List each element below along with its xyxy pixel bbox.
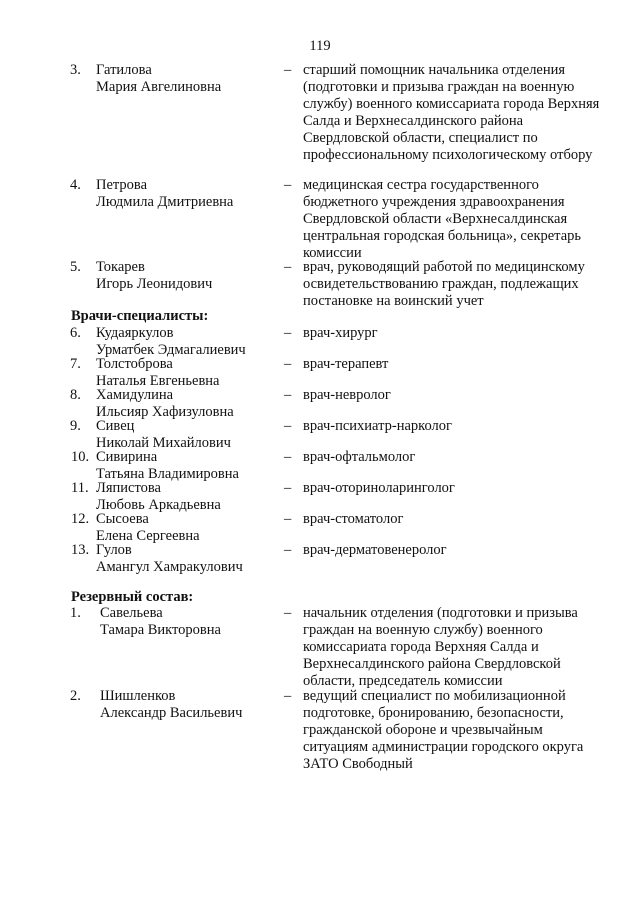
position-description: врач-офтальмолог xyxy=(303,449,416,465)
surname: Гулов xyxy=(96,542,132,558)
person-name xyxy=(96,449,239,483)
given-names: Тамара Викторовна xyxy=(100,622,221,638)
given-names: Николай Михайлович xyxy=(96,435,231,451)
person-name xyxy=(96,325,246,359)
item-number: 13. xyxy=(71,542,90,558)
surname: Шишленков xyxy=(100,688,176,704)
person-name xyxy=(96,542,243,576)
dash: – xyxy=(284,356,292,372)
item-number: 10. xyxy=(71,449,90,465)
section-heading-doctors: Врачи-специалисты: xyxy=(71,308,209,324)
surname: Петрова xyxy=(96,177,148,193)
surname: Сысоева xyxy=(96,511,149,527)
item-number: 9. xyxy=(70,418,81,434)
position-description: ведущий специалист по мобилизационной подготовке, бронированию, безопасности, гражданской обороне и чрезвычайным ситуациям администрации городского округа ЗАТО Свободный xyxy=(303,688,584,772)
given-names: Ильсияр Хафизуловна xyxy=(96,404,234,420)
person-name xyxy=(96,259,212,293)
person-name xyxy=(96,177,233,211)
dash: – xyxy=(284,511,292,527)
surname: Хамидулина xyxy=(96,387,174,403)
given-names: Елена Сергеевна xyxy=(96,528,200,544)
surname: Гатилова xyxy=(96,62,152,78)
position-description: врач-дерматовенеролог xyxy=(303,542,447,558)
section-heading-reserve: Резервный состав: xyxy=(71,589,194,605)
given-names: Александр Васильевич xyxy=(100,705,243,721)
position-description: врач-терапевт xyxy=(303,356,389,372)
dash: – xyxy=(284,480,292,496)
position-description: медицинская сестра государственного бюджетного учреждения здравоохранения Свердловской области «Верхнесалдинская центральная городская больница», секретарь комиссии xyxy=(303,177,581,261)
dash: – xyxy=(284,605,292,621)
item-number: 3. xyxy=(70,62,81,78)
surname: Савельева xyxy=(100,605,163,621)
item-number: 4. xyxy=(70,177,81,193)
item-number: 2. xyxy=(70,688,81,704)
dash: – xyxy=(284,325,292,341)
position-description: врач-оториноларинголог xyxy=(303,480,455,496)
dash: – xyxy=(284,259,292,275)
position-description: врач-хирург xyxy=(303,325,378,341)
dash: – xyxy=(284,688,292,704)
given-names: Мария Авгелиновна xyxy=(96,79,222,95)
surname: Сивирина xyxy=(96,449,158,465)
given-names: Любовь Аркадьевна xyxy=(96,497,221,513)
item-number: 5. xyxy=(70,259,81,275)
item-number: 1. xyxy=(70,605,81,621)
position-description: врач-стоматолог xyxy=(303,511,404,527)
person-name xyxy=(100,605,221,639)
surname: Толстоброва xyxy=(96,356,173,372)
surname: Сивец xyxy=(96,418,135,434)
position-description: начальник отделения (подготовки и призыва граждан на военную службу) военного комиссариата города Верхняя Салда и Верхнесалдинского района Свердловской области, председатель комиссии xyxy=(303,605,578,689)
item-number: 8. xyxy=(70,387,81,403)
position-description: врач, руководящий работой по медицинскому освидетельствованию граждан, подлежащих постановке на воинский учет xyxy=(303,259,585,309)
given-names: Урматбек Эдмагалиевич xyxy=(96,342,246,358)
given-names: Татьяна Владимировна xyxy=(96,466,239,482)
item-number: 12. xyxy=(71,511,90,527)
given-names: Наталья Евгеньевна xyxy=(96,373,220,389)
item-number: 11. xyxy=(71,480,89,496)
dash: – xyxy=(284,449,292,465)
person-name xyxy=(96,62,221,96)
given-names: Амангул Хамракулович xyxy=(96,559,243,575)
surname: Токарев xyxy=(96,259,145,275)
given-names: Игорь Леонидович xyxy=(96,276,213,292)
dash: – xyxy=(284,387,292,403)
person-name xyxy=(100,688,242,722)
dash: – xyxy=(284,62,292,78)
person-name xyxy=(96,387,234,421)
position-description: врач-невролог xyxy=(303,387,391,403)
dash: – xyxy=(284,542,292,558)
position-description: врач-психиатр-нарколог xyxy=(303,418,452,434)
position-description: старший помощник начальника отделения (подготовки и призыва граждан на военную службу) военного комиссариата города Верхняя Салда и Верхнесалдинского района Свердловской области, специалист по профессиональному психологическому отбору xyxy=(303,62,600,163)
person-name xyxy=(96,480,221,514)
page-number: 119 xyxy=(309,38,331,54)
item-number: 7. xyxy=(70,356,81,372)
given-names: Людмила Дмитриевна xyxy=(96,194,234,210)
item-number: 6. xyxy=(70,325,81,341)
surname: Ляпистова xyxy=(96,480,161,496)
dash: – xyxy=(284,177,292,193)
dash: – xyxy=(284,418,292,434)
surname: Кудаяркулов xyxy=(96,325,174,341)
person-name xyxy=(96,418,231,452)
person-name xyxy=(96,511,200,545)
person-name xyxy=(96,356,220,390)
